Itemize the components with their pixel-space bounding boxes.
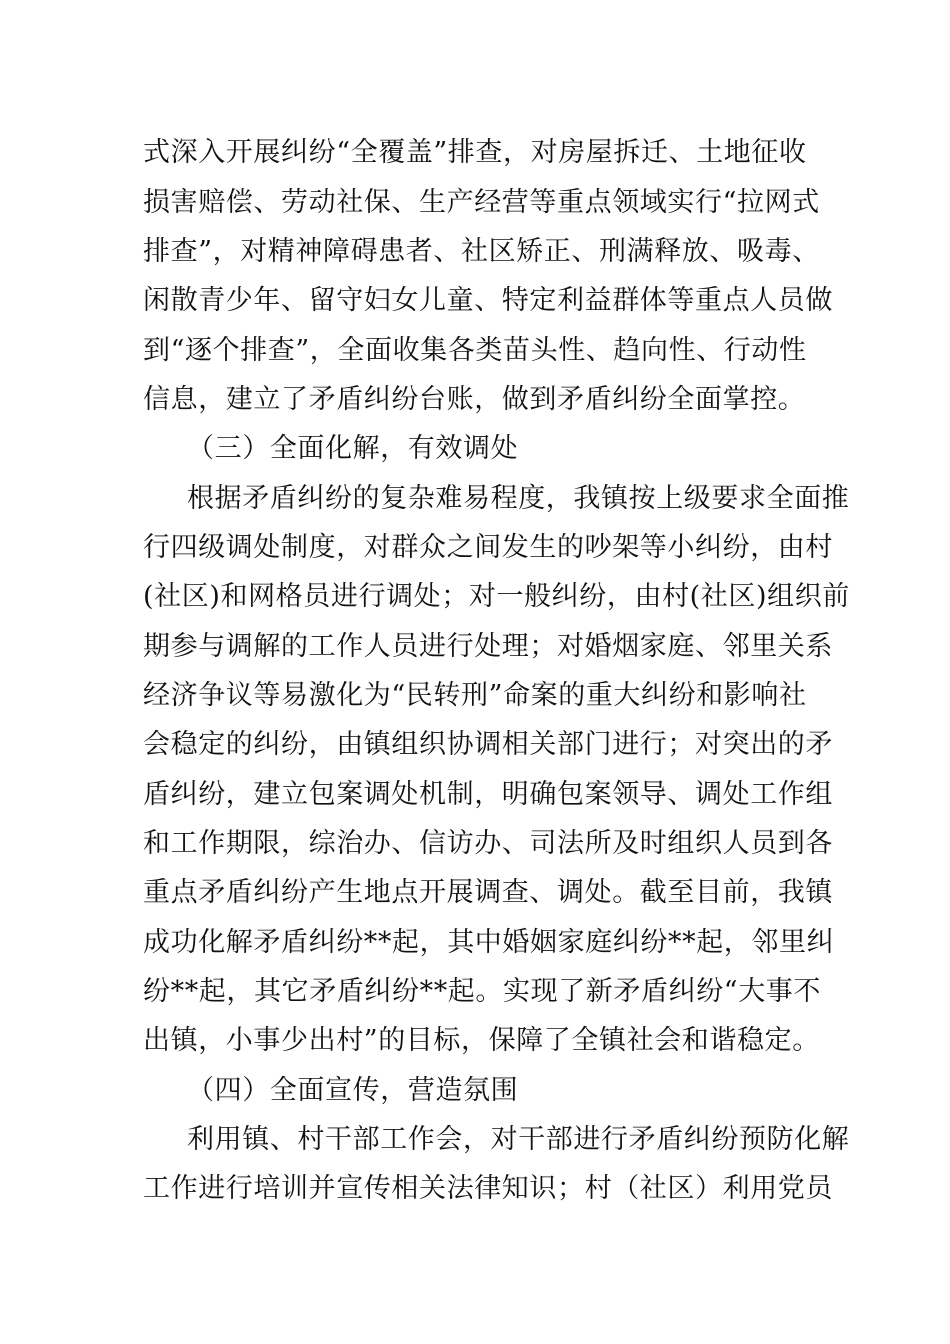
text-line-6: 信息，建立了矛盾纠纷台账，做到矛盾纠纷全面掌控。	[143, 384, 806, 415]
text-line-22: 工作进行培训并宣传相关法律知识；村（社区）利用党员	[143, 1173, 833, 1204]
text-line-10: (社区)和网格员进行调处；对一般纠纷，由村(社区)组织前	[143, 581, 850, 612]
section-heading-4: （四）全面宣传，营造氛围	[187, 1075, 519, 1106]
text-line-18: 纷**起，其它矛盾纠纷**起。实现了新矛盾纠纷“大事不	[143, 976, 822, 1007]
text-line-8: 根据矛盾纠纷的复杂难易程度，我镇按上级要求全面推	[187, 483, 850, 514]
text-line-16: 重点矛盾纠纷产生地点开展调查、调处。截至目前，我镇	[143, 877, 833, 908]
text-line-14: 盾纠纷，建立包案调处机制，明确包案领导、调处工作组	[143, 779, 833, 810]
text-line-1: 式深入开展纠纷“全覆盖”排查，对房屋拆迁、土地征收	[143, 137, 807, 168]
text-line-13: 会稳定的纠纷，由镇组织协调相关部门进行；对突出的矛	[143, 729, 833, 760]
text-line-17: 成功化解矛盾纠纷**起，其中婚姻家庭纠纷**起，邻里纠	[143, 927, 835, 958]
text-line-2: 损害赔偿、劳动社保、生产经营等重点领域实行“拉网式	[143, 187, 820, 218]
text-line-19: 出镇，小事少出村”的目标，保障了全镇社会和谐稳定。	[143, 1025, 820, 1056]
section-heading-3: （三）全面化解，有效调处	[187, 433, 519, 464]
text-line-9: 行四级调处制度，对群众之间发生的吵架等小纠纷，由村	[143, 532, 833, 563]
text-line-4: 闲散青少年、留守妇女儿童、特定利益群体等重点人员做	[143, 285, 833, 316]
text-line-21: 利用镇、村干部工作会，对干部进行矛盾纠纷预防化解	[187, 1124, 850, 1155]
text-line-15: 和工作期限，综治办、信访办、司法所及时组织人员到各	[143, 828, 833, 859]
text-line-12: 经济争议等易激化为“民转刑”命案的重大纠纷和影响社	[143, 680, 807, 711]
text-line-3: 排查”，对精神障碍患者、社区矫正、刑满释放、吸毒、	[143, 236, 820, 267]
text-line-5: 到“逐个排查”，全面收集各类苗头性、趋向性、行动性	[143, 335, 807, 366]
text-line-11: 期参与调解的工作人员进行处理；对婚烟家庭、邻里关系	[143, 631, 833, 662]
